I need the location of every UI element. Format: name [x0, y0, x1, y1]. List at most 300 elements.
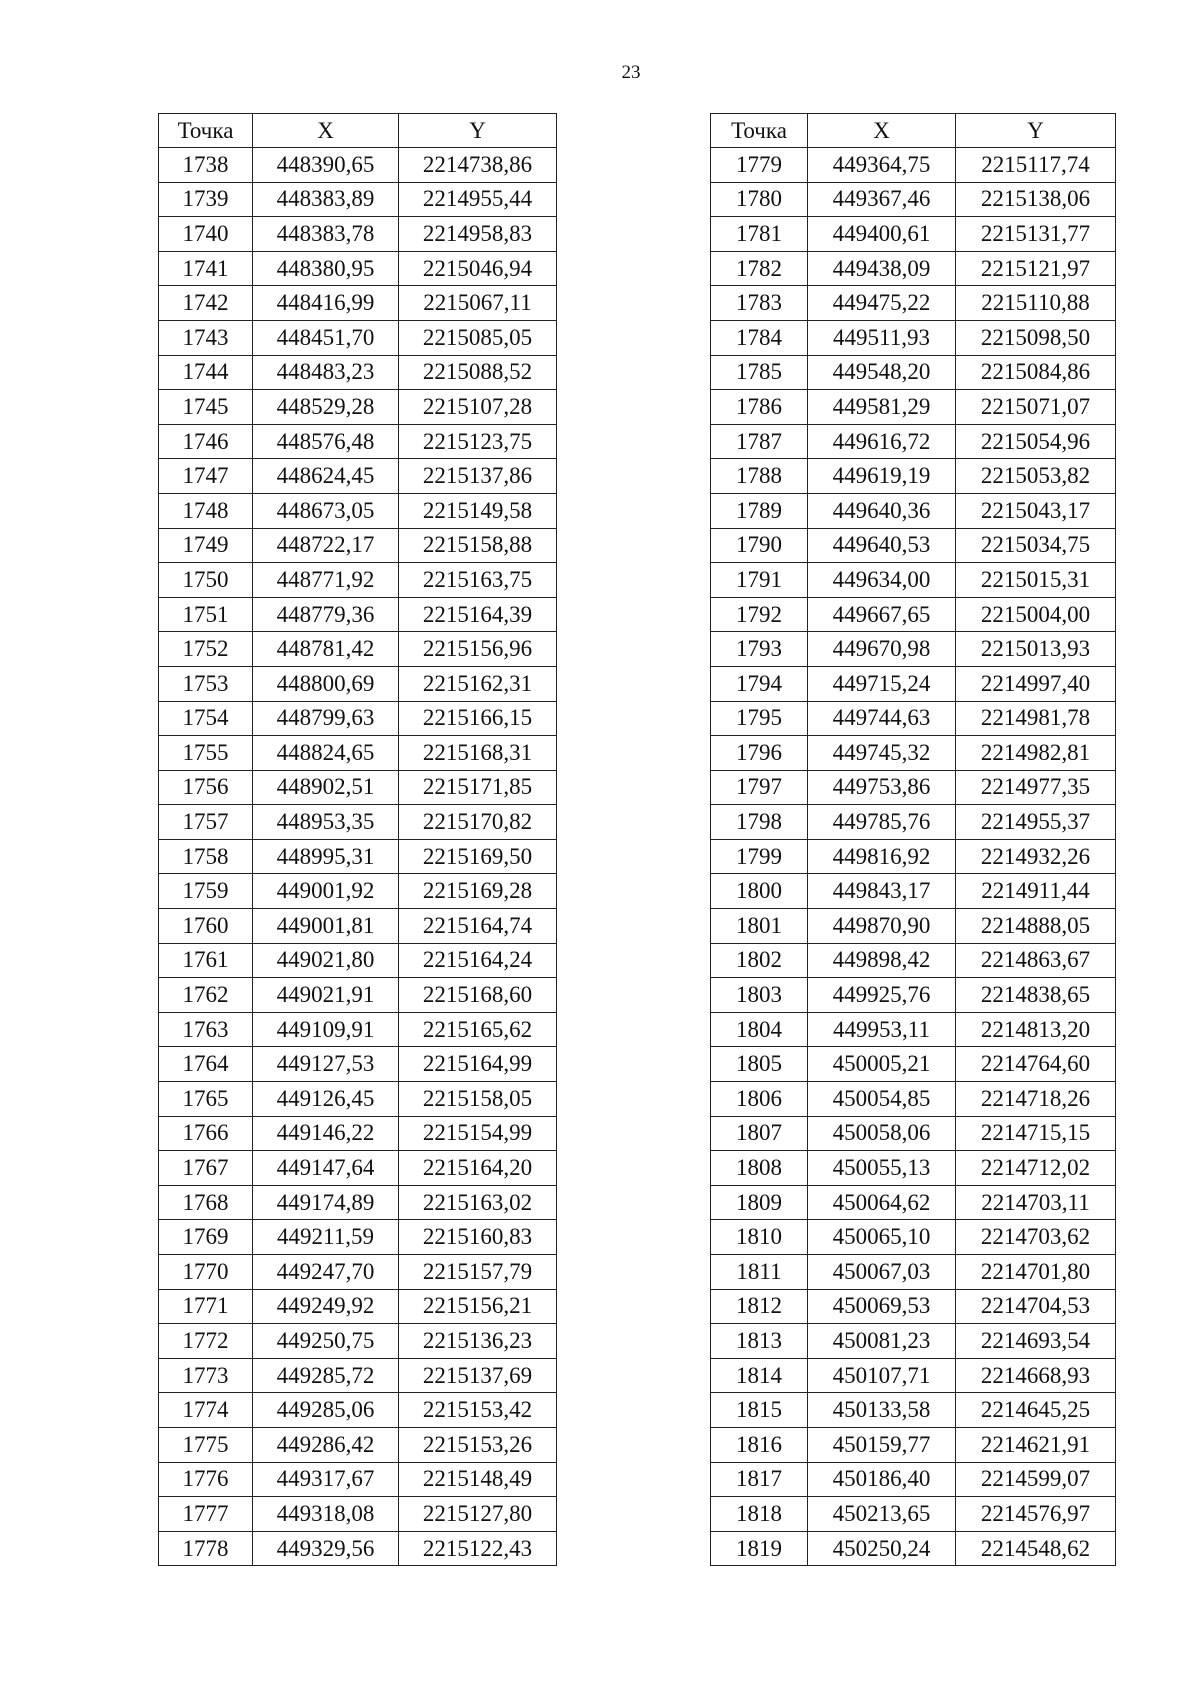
x-coordinate-cell: 449211,59	[253, 1220, 399, 1255]
point-cell: 1795	[711, 701, 808, 736]
y-coordinate-cell: 2214932,26	[956, 839, 1116, 874]
point-cell: 1802	[711, 943, 808, 978]
point-cell: 1741	[159, 251, 253, 286]
table-row	[159, 736, 557, 771]
column-header-point: Точка	[159, 114, 253, 148]
point-cell: 1779	[711, 148, 808, 183]
point-cell: 1775	[159, 1427, 253, 1462]
table-row	[711, 1185, 1116, 1220]
table-row	[711, 1082, 1116, 1117]
point-cell: 1807	[711, 1116, 808, 1151]
x-coordinate-cell: 448824,65	[253, 736, 399, 771]
point-cell: 1763	[159, 1012, 253, 1047]
point-cell: 1791	[711, 563, 808, 598]
y-coordinate-cell: 2214863,67	[956, 943, 1116, 978]
x-coordinate-cell: 448576,48	[253, 424, 399, 459]
table-row	[159, 943, 557, 978]
x-coordinate-cell: 448995,31	[253, 839, 399, 874]
x-coordinate-cell: 450055,13	[808, 1151, 956, 1186]
table-row	[711, 217, 1116, 252]
point-cell: 1745	[159, 390, 253, 425]
x-coordinate-cell: 450054,85	[808, 1082, 956, 1117]
y-coordinate-cell: 2215169,28	[399, 874, 557, 909]
y-coordinate-cell: 2215043,17	[956, 493, 1116, 528]
table-row	[159, 182, 557, 217]
y-coordinate-cell: 2215004,00	[956, 597, 1116, 632]
x-coordinate-cell: 449640,36	[808, 493, 956, 528]
point-cell: 1819	[711, 1531, 808, 1566]
y-coordinate-cell: 2215157,79	[399, 1255, 557, 1290]
coordinates-table-left	[158, 113, 557, 1566]
column-header-y: Y	[956, 114, 1116, 148]
y-coordinate-cell: 2215117,74	[956, 148, 1116, 183]
y-coordinate-cell: 2215156,96	[399, 632, 557, 667]
point-cell: 1792	[711, 597, 808, 632]
y-coordinate-cell: 2215107,28	[399, 390, 557, 425]
table-row	[711, 701, 1116, 736]
x-coordinate-cell: 448800,69	[253, 666, 399, 701]
y-coordinate-cell: 2214703,62	[956, 1220, 1116, 1255]
x-coordinate-cell: 449870,90	[808, 909, 956, 944]
y-coordinate-cell: 2214715,15	[956, 1116, 1116, 1151]
x-coordinate-cell: 449753,86	[808, 770, 956, 805]
y-coordinate-cell: 2215164,24	[399, 943, 557, 978]
point-cell: 1762	[159, 978, 253, 1013]
table-row	[159, 1255, 557, 1290]
point-cell: 1778	[159, 1531, 253, 1566]
y-coordinate-cell: 2214838,65	[956, 978, 1116, 1013]
y-coordinate-cell: 2215170,82	[399, 805, 557, 840]
table-row	[159, 251, 557, 286]
x-coordinate-cell: 450186,40	[808, 1462, 956, 1497]
point-cell: 1784	[711, 320, 808, 355]
table-row	[159, 1047, 557, 1082]
point-cell: 1781	[711, 217, 808, 252]
x-coordinate-cell: 449174,89	[253, 1185, 399, 1220]
y-coordinate-cell: 2215158,88	[399, 528, 557, 563]
x-coordinate-cell: 450005,21	[808, 1047, 956, 1082]
table-row	[159, 1220, 557, 1255]
point-cell: 1774	[159, 1393, 253, 1428]
x-coordinate-cell: 449785,76	[808, 805, 956, 840]
point-cell: 1759	[159, 874, 253, 909]
y-coordinate-cell: 2215148,49	[399, 1462, 557, 1497]
x-coordinate-cell: 449021,80	[253, 943, 399, 978]
y-coordinate-cell: 2214718,26	[956, 1082, 1116, 1117]
x-coordinate-cell: 448451,70	[253, 320, 399, 355]
point-cell: 1806	[711, 1082, 808, 1117]
table-row	[711, 1255, 1116, 1290]
x-coordinate-cell: 449021,91	[253, 978, 399, 1013]
x-coordinate-cell: 449126,45	[253, 1082, 399, 1117]
point-cell: 1776	[159, 1462, 253, 1497]
point-cell: 1761	[159, 943, 253, 978]
point-cell: 1747	[159, 459, 253, 494]
table-row	[711, 320, 1116, 355]
table-row	[159, 1151, 557, 1186]
table-row	[159, 666, 557, 701]
point-cell: 1780	[711, 182, 808, 217]
point-cell: 1783	[711, 286, 808, 321]
point-cell: 1766	[159, 1116, 253, 1151]
point-cell: 1742	[159, 286, 253, 321]
x-coordinate-cell: 449616,72	[808, 424, 956, 459]
x-coordinate-cell: 448380,95	[253, 251, 399, 286]
y-coordinate-cell: 2214982,81	[956, 736, 1116, 771]
table-row	[711, 459, 1116, 494]
x-coordinate-cell: 449109,91	[253, 1012, 399, 1047]
y-coordinate-cell: 2215169,50	[399, 839, 557, 874]
point-cell: 1738	[159, 148, 253, 183]
table-row	[159, 1358, 557, 1393]
y-coordinate-cell: 2215015,31	[956, 563, 1116, 598]
table-row	[159, 1427, 557, 1462]
x-coordinate-cell: 449511,93	[808, 320, 956, 355]
table-row	[159, 1497, 557, 1532]
point-cell: 1803	[711, 978, 808, 1013]
table-row	[159, 770, 557, 805]
point-cell: 1757	[159, 805, 253, 840]
point-cell: 1749	[159, 528, 253, 563]
y-coordinate-cell: 2215171,85	[399, 770, 557, 805]
x-coordinate-cell: 449367,46	[808, 182, 956, 217]
point-cell: 1818	[711, 1497, 808, 1532]
table-row	[711, 1116, 1116, 1151]
x-coordinate-cell: 450064,62	[808, 1185, 956, 1220]
point-cell: 1786	[711, 390, 808, 425]
table-row	[711, 1497, 1116, 1532]
x-coordinate-cell: 449247,70	[253, 1255, 399, 1290]
x-coordinate-cell: 448529,28	[253, 390, 399, 425]
x-coordinate-cell: 449619,19	[808, 459, 956, 494]
y-coordinate-cell: 2214599,07	[956, 1462, 1116, 1497]
x-coordinate-cell: 450081,23	[808, 1324, 956, 1359]
point-cell: 1765	[159, 1082, 253, 1117]
y-coordinate-cell: 2215085,05	[399, 320, 557, 355]
table-row	[159, 459, 557, 494]
point-cell: 1813	[711, 1324, 808, 1359]
x-coordinate-cell: 448383,89	[253, 182, 399, 217]
y-coordinate-cell: 2214693,54	[956, 1324, 1116, 1359]
table-row	[159, 493, 557, 528]
point-cell: 1754	[159, 701, 253, 736]
x-coordinate-cell: 448953,35	[253, 805, 399, 840]
x-coordinate-cell: 450250,24	[808, 1531, 956, 1566]
x-coordinate-cell: 449400,61	[808, 217, 956, 252]
table-row	[159, 597, 557, 632]
table-row	[159, 563, 557, 598]
point-cell: 1800	[711, 874, 808, 909]
y-coordinate-cell: 2215149,58	[399, 493, 557, 528]
x-coordinate-cell: 448416,99	[253, 286, 399, 321]
y-coordinate-cell: 2215138,06	[956, 182, 1116, 217]
y-coordinate-cell: 2214701,80	[956, 1255, 1116, 1290]
x-coordinate-cell: 449744,63	[808, 701, 956, 736]
y-coordinate-cell: 2215153,42	[399, 1393, 557, 1428]
point-cell: 1755	[159, 736, 253, 771]
y-coordinate-cell: 2215166,15	[399, 701, 557, 736]
point-cell: 1797	[711, 770, 808, 805]
x-coordinate-cell: 448722,17	[253, 528, 399, 563]
coordinates-table-right	[710, 113, 1116, 1566]
table-row	[711, 839, 1116, 874]
point-cell: 1750	[159, 563, 253, 598]
x-coordinate-cell: 448781,42	[253, 632, 399, 667]
x-coordinate-cell: 449318,08	[253, 1497, 399, 1532]
table-row	[711, 424, 1116, 459]
point-cell: 1753	[159, 666, 253, 701]
point-cell: 1815	[711, 1393, 808, 1428]
y-coordinate-cell: 2214621,91	[956, 1427, 1116, 1462]
point-cell: 1805	[711, 1047, 808, 1082]
table-row	[711, 528, 1116, 563]
table-row	[711, 1393, 1116, 1428]
y-coordinate-cell: 2215136,23	[399, 1324, 557, 1359]
table-row	[711, 1462, 1116, 1497]
x-coordinate-cell: 449581,29	[808, 390, 956, 425]
x-coordinate-cell: 449640,53	[808, 528, 956, 563]
point-cell: 1758	[159, 839, 253, 874]
table-row	[711, 390, 1116, 425]
point-cell: 1756	[159, 770, 253, 805]
point-cell: 1801	[711, 909, 808, 944]
y-coordinate-cell: 2215163,75	[399, 563, 557, 598]
x-coordinate-cell: 449317,67	[253, 1462, 399, 1497]
table-row	[711, 1047, 1116, 1082]
point-cell: 1817	[711, 1462, 808, 1497]
table-row	[159, 909, 557, 944]
point-cell: 1796	[711, 736, 808, 771]
column-header-point: Точка	[711, 114, 808, 148]
table-row	[711, 736, 1116, 771]
table-row	[159, 148, 557, 183]
y-coordinate-cell: 2214548,62	[956, 1531, 1116, 1566]
x-coordinate-cell: 448771,92	[253, 563, 399, 598]
table-row	[711, 632, 1116, 667]
x-coordinate-cell: 449667,65	[808, 597, 956, 632]
y-coordinate-cell: 2215156,21	[399, 1289, 557, 1324]
x-coordinate-cell: 449364,75	[808, 148, 956, 183]
table-row	[159, 1462, 557, 1497]
table-row	[159, 424, 557, 459]
x-coordinate-cell: 449249,92	[253, 1289, 399, 1324]
table-row	[711, 1358, 1116, 1393]
y-coordinate-cell: 2215168,60	[399, 978, 557, 1013]
table-row	[711, 943, 1116, 978]
y-coordinate-cell: 2215153,26	[399, 1427, 557, 1462]
y-coordinate-cell: 2215164,39	[399, 597, 557, 632]
x-coordinate-cell: 449329,56	[253, 1531, 399, 1566]
y-coordinate-cell: 2214645,25	[956, 1393, 1116, 1428]
point-cell: 1751	[159, 597, 253, 632]
point-cell: 1809	[711, 1185, 808, 1220]
table-row	[711, 1220, 1116, 1255]
x-coordinate-cell: 449816,92	[808, 839, 956, 874]
y-coordinate-cell: 2215127,80	[399, 1497, 557, 1532]
x-coordinate-cell: 449285,06	[253, 1393, 399, 1428]
point-cell: 1746	[159, 424, 253, 459]
x-coordinate-cell: 449001,81	[253, 909, 399, 944]
y-coordinate-cell: 2214911,44	[956, 874, 1116, 909]
point-cell: 1777	[159, 1497, 253, 1532]
table-row	[711, 1324, 1116, 1359]
x-coordinate-cell: 449127,53	[253, 1047, 399, 1082]
y-coordinate-cell: 2214955,37	[956, 805, 1116, 840]
point-cell: 1814	[711, 1358, 808, 1393]
point-cell: 1790	[711, 528, 808, 563]
point-cell: 1770	[159, 1255, 253, 1290]
point-cell: 1760	[159, 909, 253, 944]
point-cell: 1739	[159, 182, 253, 217]
x-coordinate-cell: 449898,42	[808, 943, 956, 978]
table-row	[711, 1151, 1116, 1186]
point-cell: 1743	[159, 320, 253, 355]
table-row	[711, 493, 1116, 528]
x-coordinate-cell: 448902,51	[253, 770, 399, 805]
x-coordinate-cell: 449438,09	[808, 251, 956, 286]
x-coordinate-cell: 449548,20	[808, 355, 956, 390]
x-coordinate-cell: 448799,63	[253, 701, 399, 736]
table-row	[159, 701, 557, 736]
x-coordinate-cell: 449670,98	[808, 632, 956, 667]
y-coordinate-cell: 2215013,93	[956, 632, 1116, 667]
y-coordinate-cell: 2215137,69	[399, 1358, 557, 1393]
table-row	[159, 355, 557, 390]
column-header-x: X	[253, 114, 399, 148]
y-coordinate-cell: 2214764,60	[956, 1047, 1116, 1082]
point-cell: 1804	[711, 1012, 808, 1047]
x-coordinate-cell: 449475,22	[808, 286, 956, 321]
y-coordinate-cell: 2214668,93	[956, 1358, 1116, 1393]
y-coordinate-cell: 2215165,62	[399, 1012, 557, 1047]
point-cell: 1773	[159, 1358, 253, 1393]
y-coordinate-cell: 2215067,11	[399, 286, 557, 321]
x-coordinate-cell: 449745,32	[808, 736, 956, 771]
point-cell: 1785	[711, 355, 808, 390]
point-cell: 1789	[711, 493, 808, 528]
y-coordinate-cell: 2215131,77	[956, 217, 1116, 252]
y-coordinate-cell: 2214888,05	[956, 909, 1116, 944]
x-coordinate-cell: 450159,77	[808, 1427, 956, 1462]
point-cell: 1748	[159, 493, 253, 528]
table-row	[159, 839, 557, 874]
x-coordinate-cell: 448624,45	[253, 459, 399, 494]
y-coordinate-cell: 2214704,53	[956, 1289, 1116, 1324]
table-header-row	[711, 114, 1116, 148]
x-coordinate-cell: 450058,06	[808, 1116, 956, 1151]
y-coordinate-cell: 2214813,20	[956, 1012, 1116, 1047]
x-coordinate-cell: 449001,92	[253, 874, 399, 909]
table-row	[159, 320, 557, 355]
x-coordinate-cell: 449953,11	[808, 1012, 956, 1047]
y-coordinate-cell: 2215122,43	[399, 1531, 557, 1566]
point-cell: 1771	[159, 1289, 253, 1324]
y-coordinate-cell: 2215162,31	[399, 666, 557, 701]
y-coordinate-cell: 2215084,86	[956, 355, 1116, 390]
table-row	[711, 563, 1116, 598]
y-coordinate-cell: 2214981,78	[956, 701, 1116, 736]
table-row	[711, 1427, 1116, 1462]
x-coordinate-cell: 449250,75	[253, 1324, 399, 1359]
point-cell: 1799	[711, 839, 808, 874]
table-row	[711, 1289, 1116, 1324]
x-coordinate-cell: 449634,00	[808, 563, 956, 598]
table-row	[711, 666, 1116, 701]
table-row	[159, 1082, 557, 1117]
table-row	[159, 1116, 557, 1151]
point-cell: 1798	[711, 805, 808, 840]
table-row	[159, 1289, 557, 1324]
point-cell: 1810	[711, 1220, 808, 1255]
y-coordinate-cell: 2215160,83	[399, 1220, 557, 1255]
point-cell: 1787	[711, 424, 808, 459]
table-row	[711, 1531, 1116, 1566]
y-coordinate-cell: 2215054,96	[956, 424, 1116, 459]
y-coordinate-cell: 2215121,97	[956, 251, 1116, 286]
table-row	[711, 770, 1116, 805]
x-coordinate-cell: 449146,22	[253, 1116, 399, 1151]
x-coordinate-cell: 449285,72	[253, 1358, 399, 1393]
table-row	[159, 805, 557, 840]
y-coordinate-cell: 2215071,07	[956, 390, 1116, 425]
table-row	[711, 1012, 1116, 1047]
table-row	[711, 805, 1116, 840]
table-row	[711, 978, 1116, 1013]
table-row	[711, 597, 1116, 632]
table-row	[711, 251, 1116, 286]
table-row	[711, 182, 1116, 217]
y-coordinate-cell: 2215088,52	[399, 355, 557, 390]
y-coordinate-cell: 2214958,83	[399, 217, 557, 252]
y-coordinate-cell: 2215168,31	[399, 736, 557, 771]
table-row	[159, 874, 557, 909]
table-row	[711, 286, 1116, 321]
table-row	[159, 1393, 557, 1428]
x-coordinate-cell: 450213,65	[808, 1497, 956, 1532]
table-row	[159, 528, 557, 563]
point-cell: 1808	[711, 1151, 808, 1186]
x-coordinate-cell: 449715,24	[808, 666, 956, 701]
point-cell: 1811	[711, 1255, 808, 1290]
x-coordinate-cell: 450107,71	[808, 1358, 956, 1393]
point-cell: 1794	[711, 666, 808, 701]
point-cell: 1768	[159, 1185, 253, 1220]
y-coordinate-cell: 2214977,35	[956, 770, 1116, 805]
y-coordinate-cell: 2215164,74	[399, 909, 557, 944]
table-row	[159, 1324, 557, 1359]
y-coordinate-cell: 2215053,82	[956, 459, 1116, 494]
y-coordinate-cell: 2214703,11	[956, 1185, 1116, 1220]
point-cell: 1793	[711, 632, 808, 667]
point-cell: 1740	[159, 217, 253, 252]
y-coordinate-cell: 2214576,97	[956, 1497, 1116, 1532]
y-coordinate-cell: 2215154,99	[399, 1116, 557, 1151]
point-cell: 1772	[159, 1324, 253, 1359]
point-cell: 1767	[159, 1151, 253, 1186]
y-coordinate-cell: 2215110,88	[956, 286, 1116, 321]
table-row	[159, 286, 557, 321]
x-coordinate-cell: 449147,64	[253, 1151, 399, 1186]
x-coordinate-cell: 450065,10	[808, 1220, 956, 1255]
point-cell: 1788	[711, 459, 808, 494]
x-coordinate-cell: 448390,65	[253, 148, 399, 183]
table-row	[159, 978, 557, 1013]
x-coordinate-cell: 448673,05	[253, 493, 399, 528]
y-coordinate-cell: 2214997,40	[956, 666, 1116, 701]
x-coordinate-cell: 450067,03	[808, 1255, 956, 1290]
point-cell: 1812	[711, 1289, 808, 1324]
y-coordinate-cell: 2215098,50	[956, 320, 1116, 355]
